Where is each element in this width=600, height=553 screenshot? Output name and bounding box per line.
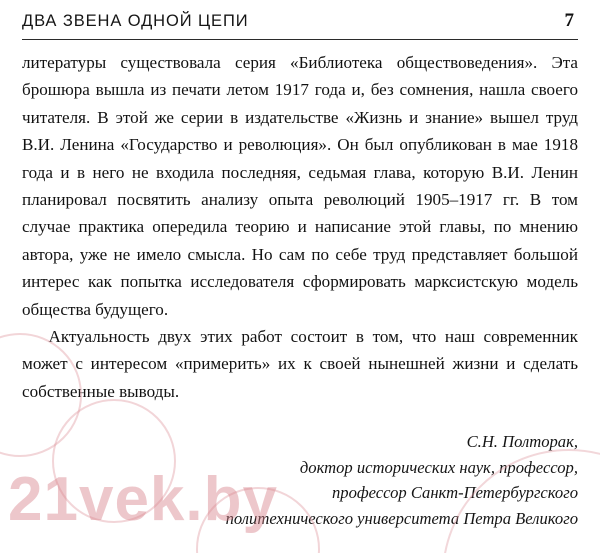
page-header <box>22 10 578 36</box>
signature-line-4: политехнического университета Петра Великого <box>225 508 578 528</box>
paragraph-1: литературы существовала серия «Библиотека обществоведения». Эта брошюра вышла из печати летом 1917 года и, без сомнения, нашла своего читателя. В этой же серии в издательстве «Жизнь и знание» вышел труд В.И. Ленина «Государство и революция». Он был опубликован в мае 1918 года и в него не входила последняя, седьмая глава, которую В.И. Ленин планировал посвятить анализу опыта революций 1905–1917 гг. В том случае практика опередила теорию и написание этой главы, по мнению автора, уже не имело смысла. Но сам по себе труд представляет большой интерес как попытка исследователя сформировать марксистскую модель общества будущего. <box>22 53 578 319</box>
signature-block <box>22 429 578 531</box>
signature-line-2: доктор исторических наук, профессор, <box>299 457 578 477</box>
page-number: 7 <box>564 10 574 31</box>
running-title: ДВА ЗВЕНА ОДНОЙ ЦЕПИ <box>22 12 249 30</box>
body-text <box>22 49 578 405</box>
signature-line-3: профессор Санкт-Петербургского <box>331 483 578 503</box>
header-rule <box>22 39 578 40</box>
watermark-text: 21vek.by <box>8 465 278 534</box>
paragraph-2: Актуальность двух этих работ состоит в том, что наш современник может с интересом «примерить» их к своей нынешней жизни и сделать собственные выводы. <box>22 327 578 401</box>
signature-line-1: С.Н. Полторак, <box>466 432 578 452</box>
